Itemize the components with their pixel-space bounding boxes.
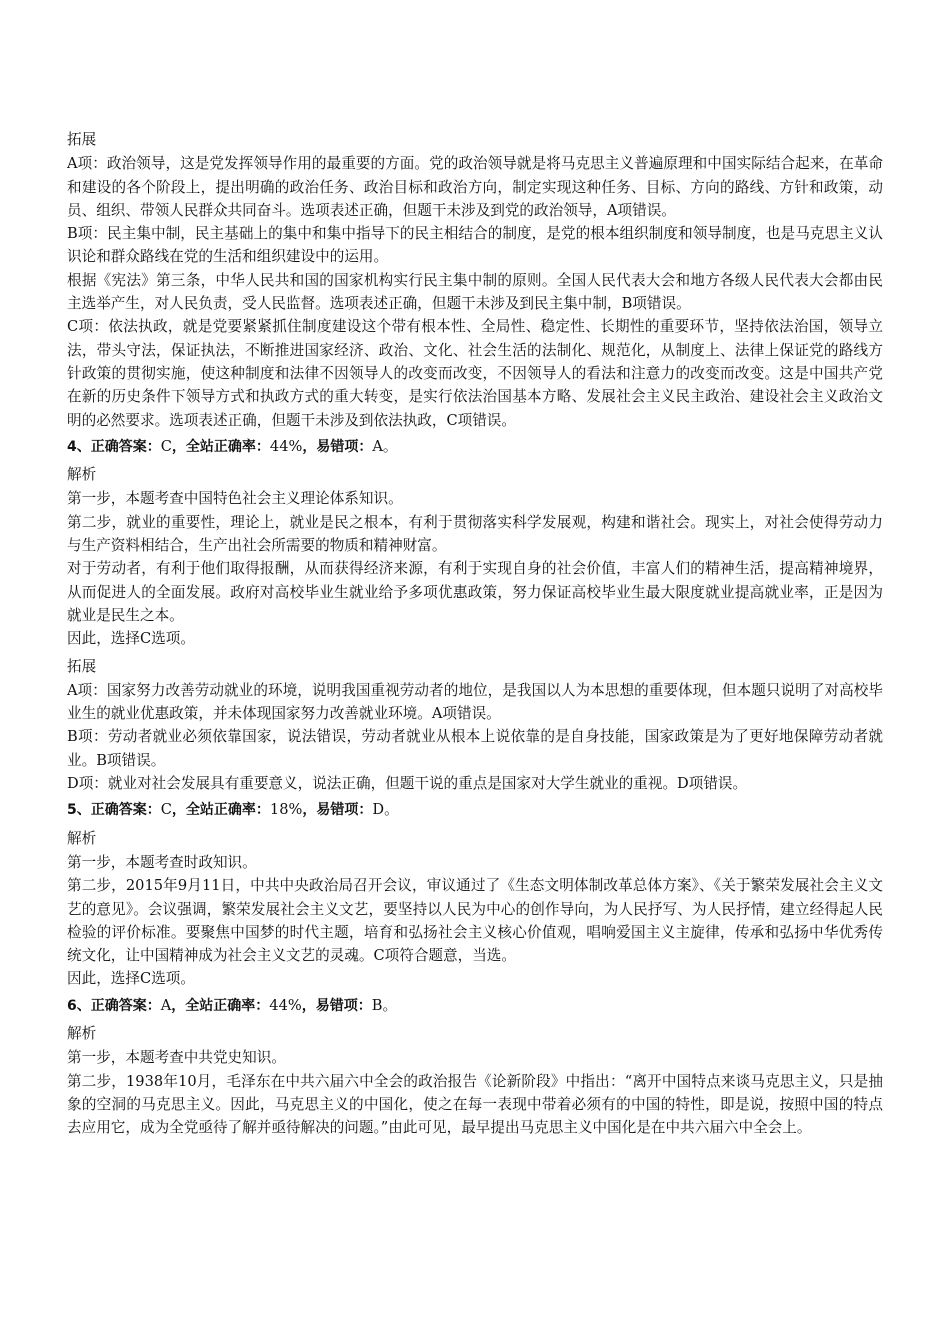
answer-line-4 (67, 435, 883, 459)
paragraph: D项：就业对社会发展具有重要意义，说法正确，但题干说的重点是国家对大学生就业的重视。D项错误。 (67, 775, 748, 793)
accuracy-rate-label: ，全站正确率： (171, 802, 270, 819)
answer-line-6 (67, 994, 883, 1018)
paragraph: C项：依法执政，就是党要紧紧抓住制度建设这个带有根本性、全局性、稳定性、长期性的重要环节，坚持依法治国，领导立法，带头守法，保证执法，不断推进国家经济、政治、文化、社会生活的法制化、规范化，从制度上、法律上保证党的路线方针政策的贯彻实施，使这种制度和法律不因领导人的改变而改变，不因领导人的看法和注意力的改变而改变。这是中国共产党在新的历史条件下领导方式和执政方式的重大转变，是实行依法治国基本方略、发展社会主义民主政治、建设社会主义政治文明的必然要求。选项表述正确，但题干未涉及到依法执政，C项错误。 (67, 318, 883, 429)
paragraph: 第二步，1938年10月，毛泽东在中共六届六中全会的政治报告《论新阶段》中指出：“离开中国特点来谈马克思主义，只是抽象的空洞的马克思主义。因此，马克思主义的中国化，使之在每一表现中带着必须有的中国的特性，即是说，按照中国的特点去应用它，成为全党亟待了解并亟待解决的问题。”由此可见，最早提出马克思主义中国化是在中共六届六中全会上。 (67, 1072, 883, 1137)
question-number: 4 (67, 438, 77, 455)
correct-answer-label: 、正确答案： (76, 438, 161, 455)
common-wrong-value: B (371, 996, 383, 1014)
answer-line-end: 。 (384, 801, 399, 819)
section-label: 解析 (67, 466, 97, 484)
paragraph: B项：民主集中制，民主基础上的集中和集中指导下的民主相结合的制度，是党的根本组织制度和领导制度，也是马克思主义认识论和群众路线在党的生活和组织建设中的运用。 (67, 225, 883, 266)
section-label: 解析 (67, 1024, 97, 1042)
paragraph: 第一步，本题考查时政知识。 (67, 853, 257, 871)
section-label: 解析 (67, 829, 97, 847)
correct-answer-label: 、正确答案： (76, 802, 161, 819)
paragraph: 第一步，本题考查中共党史知识。 (67, 1049, 286, 1067)
answer-line-5 (67, 798, 883, 822)
paragraph: A项：国家努力改善劳动就业的环境，说明我国重视劳动者的地位，是我国以人为本思想的重要体现，但本题只说明了对高校毕业生的就业优惠政策，并未体现国家努力改善就业环境。A项错误。 (67, 681, 883, 723)
accuracy-rate-label: ，全站正确率： (171, 997, 270, 1014)
correct-answer-label: 、正确答案： (76, 997, 161, 1014)
paragraph: A项：政治领导，这是党发挥领导作用的最重要的方面。党的政治领导就是将马克思主义普遍原理和中国实际结合起来，在革命和建设的各个阶段上，提出明确的政治任务、政治目标和政治方向，制定实现这种任务、目标、方向的路线、方针和政策，动员、组织、带领人民群众共同奋斗。选项表述正确，但题干未涉及到党的政治领导，A项错误。 (67, 155, 883, 219)
accuracy-rate-label: ，全站正确率： (171, 438, 270, 455)
answer-line-end: 。 (382, 437, 398, 455)
correct-answer-value: C (160, 801, 172, 819)
section-label: 拓展 (67, 131, 97, 148)
section-label: 拓展 (67, 657, 97, 675)
accuracy-rate-value: 44% (269, 437, 303, 455)
correct-answer-value: A (160, 996, 172, 1014)
correct-answer-value: C (160, 437, 172, 455)
answer-line-end: 。 (382, 996, 398, 1014)
accuracy-rate-value: 18% (269, 801, 303, 819)
common-wrong-value: A (372, 437, 383, 455)
paragraph: 第二步，2015年9月11日，中共中央政治局召开会议，审议通过了《生态文明体制改革总体方案》、《关于繁荣发展社会主义文艺的意见》。会议强调，繁荣发展社会主义文艺，要坚持以人民为中心的创作导向，为人民抒写、为人民抒情，建立经得起人民检验的评价标准。要聚焦中国梦的时代主题，培育和弘扬社会主义核心价值观，唱响爱国主义主旋律，传承和弘扬中华优秀传统文化，让中国精神成为社会主义文艺的灵魂。C项符合题意，当选。 (67, 877, 883, 965)
paragraph: 对于劳动者，有利于他们取得报酬，从而获得经济来源，有利于实现自身的社会价值，丰富人们的精神生活，提高精神境界，从而促进人的全面发展。政府对高校毕业生就业给予多项优惠政策，努力保证高校毕业生最大限度就业提高就业率，正是因为就业是民生之本。 (67, 560, 883, 624)
common-wrong-label: ，易错项： (302, 438, 373, 455)
question-number: 6 (67, 997, 77, 1014)
question-number: 5 (67, 802, 77, 819)
paragraph: 因此，选择C选项。 (67, 630, 195, 648)
accuracy-rate-value: 44% (269, 996, 302, 1014)
document-body (67, 124, 883, 1139)
paragraph: 根据《宪法》第三条，中华人民共和国的国家机构实行民主集中制的原则。全国人民代表大会和地方各级人民代表大会都由民主选举产生，对人民负责，受人民监督。选项表述正确，但题干未涉及到民主集中制，B项错误。 (67, 271, 883, 313)
paragraph: 第一步，本题考查中国特色社会主义理论体系知识。 (67, 490, 403, 508)
common-wrong-value: D (372, 801, 385, 819)
paragraph: 因此，选择C选项。 (67, 970, 195, 988)
common-wrong-label: ，易错项： (301, 997, 372, 1014)
common-wrong-label: ，易错项： (302, 802, 373, 819)
paragraph: 第二步，就业的重要性，理论上，就业是民之根本，有利于贯彻落实科学发展观，构建和谐社会。现实上，对社会使得劳动力与生产资料相结合，生产出社会所需要的物质和精神财富。 (67, 513, 883, 555)
paragraph: B项：劳动者就业必须依靠国家，说法错误，劳动者就业从根本上说依靠的是自身技能，国家政策是为了更好地保障劳动者就业。B项错误。 (67, 728, 883, 769)
